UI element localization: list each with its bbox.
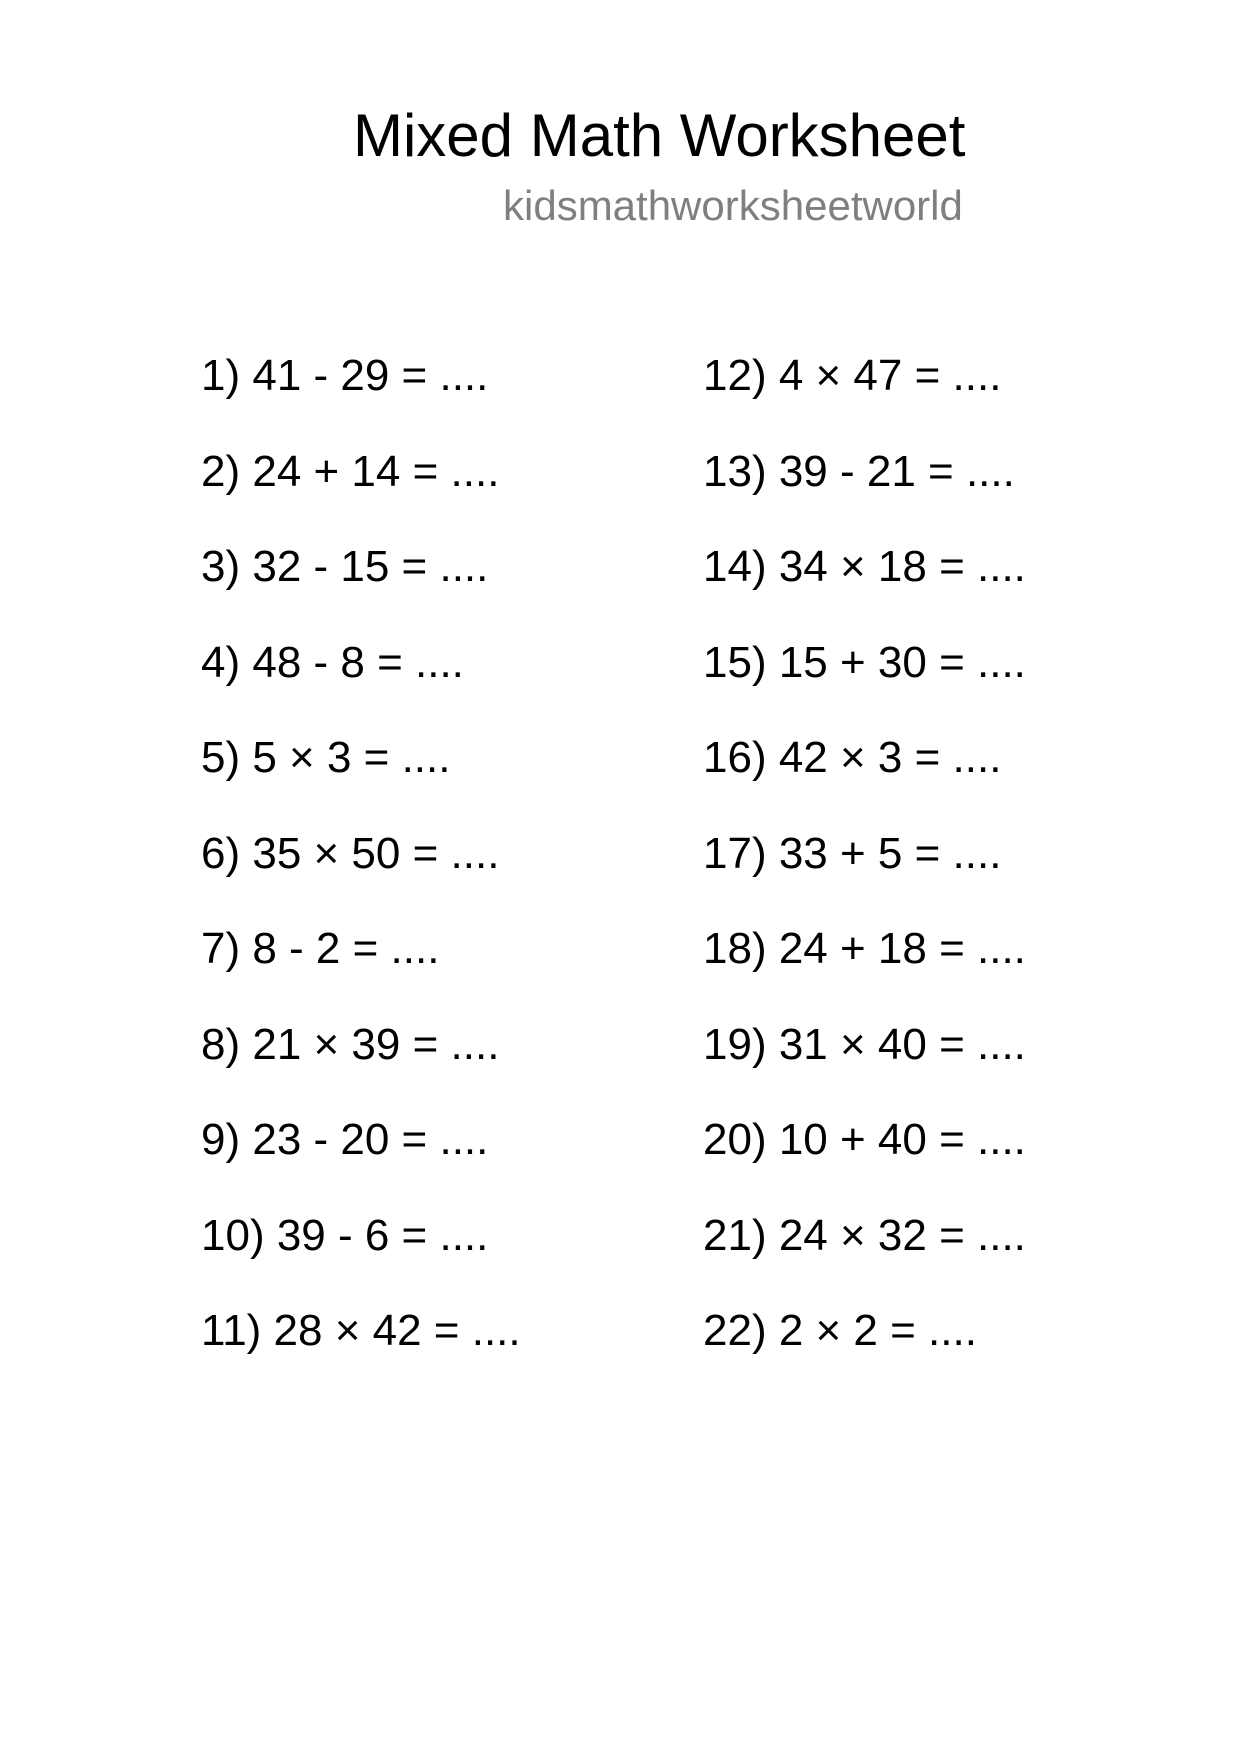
problem-item: 20) 10 + 40 = .... <box>703 1115 1026 1164</box>
problem-item: 13) 39 - 21 = .... <box>703 446 1015 496</box>
problem-item: 12) 4 × 47 = .... <box>703 351 1002 400</box>
problem-item: 16) 42 × 3 = .... <box>703 733 1002 782</box>
problem-item: 9) 23 - 20 = .... <box>201 1115 489 1164</box>
problem-item: 19) 31 × 40 = .... <box>703 1019 1026 1069</box>
problem-item: 14) 34 × 18 = .... <box>703 542 1026 591</box>
problem-item: 1) 41 - 29 = .... <box>201 351 489 400</box>
page-subtitle: kidsmathworksheetworld <box>503 182 963 229</box>
problem-item: 22) 2 × 2 = .... <box>703 1306 977 1355</box>
problem-item: 11) 28 × 42 = .... <box>201 1306 521 1355</box>
problem-column-left <box>201 344 521 1395</box>
page-title: Mixed Math Worksheet <box>353 102 966 169</box>
problem-item: 4) 48 - 8 = .... <box>201 637 464 687</box>
problem-item: 3) 32 - 15 = .... <box>201 542 489 591</box>
problem-item: 5) 5 × 3 = .... <box>201 733 451 782</box>
problem-item: 21) 24 × 32 = .... <box>703 1210 1026 1260</box>
problem-item: 2) 24 + 14 = .... <box>201 446 500 496</box>
problem-item: 7) 8 - 2 = .... <box>201 924 440 973</box>
problem-item: 10) 39 - 6 = .... <box>201 1210 489 1260</box>
problem-column-right <box>703 344 1026 1395</box>
problem-item: 18) 24 + 18 = .... <box>703 924 1026 973</box>
problem-item: 8) 21 × 39 = .... <box>201 1019 500 1069</box>
problem-item: 6) 35 × 50 = .... <box>201 828 500 878</box>
problem-item: 17) 33 + 5 = .... <box>703 828 1002 878</box>
problem-item: 15) 15 + 30 = .... <box>703 637 1026 687</box>
